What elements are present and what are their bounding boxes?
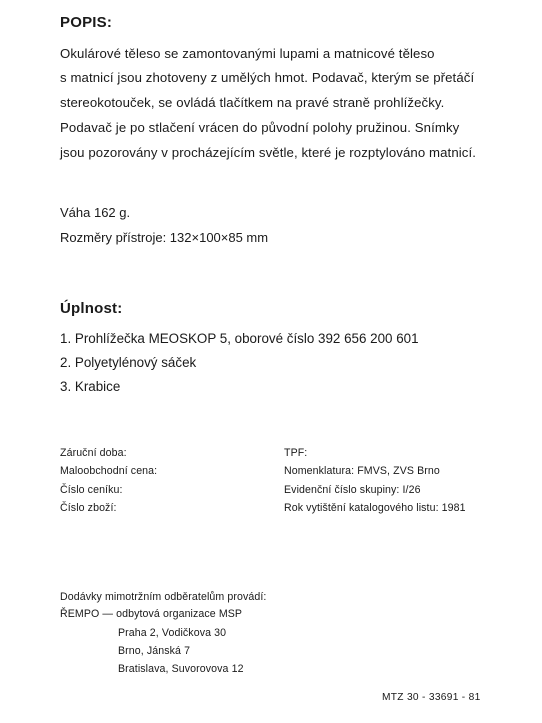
contents-heading: Úplnost: <box>60 300 123 317</box>
supplier-address: Praha 2, Vodičkova 30 <box>118 627 227 639</box>
paragraph-line: Podavač je po stlačení vrácen do původní polohy pružinou. Snímky <box>60 120 460 135</box>
catalog-code: MTZ 30 - 33691 - 81 <box>382 692 481 703</box>
warranty-label: Záruční doba: <box>60 447 127 459</box>
list-item: 1. Prohlížečka MEOSKOP 5, oborové číslo 392 656 200 601 <box>60 331 419 346</box>
dimensions-spec: Rozměry přístroje: 132×100×85 mm <box>60 230 269 245</box>
list-item: 3. Krabice <box>60 379 121 394</box>
supplier-address: Bratislava, Suvorovova 12 <box>118 663 244 675</box>
paragraph-line: Okulárové těleso se zamontovanými lupami a matnicové těleso <box>60 46 435 61</box>
item-number-label: Číslo zboží: <box>60 502 117 514</box>
supplier-company: ŘEMPO — odbytová organizace MSP <box>60 608 243 620</box>
paragraph-line: s matnicí jsou zhotoveny z umělých hmot. Podavač, kterým se přetáčí <box>60 70 475 85</box>
weight-spec: Váha 162 g. <box>60 205 131 220</box>
description-heading: POPIS: <box>60 14 113 31</box>
price-list-label: Číslo ceníku: <box>60 484 123 496</box>
paragraph-line: stereokotouček, se ovládá tlačítkem na pravé straně prohlížečky. <box>60 95 445 110</box>
group-number-text: Evidenční číslo skupiny: I/26 <box>284 484 421 496</box>
paragraph-line: jsou pozorovány v procházejícím světle, které je rozptylováno matnicí. <box>60 145 476 160</box>
list-item: 2. Polyetylénový sáček <box>60 355 197 370</box>
nomenclature-text: Nomenklatura: FMVS, ZVS Brno <box>284 465 440 477</box>
tpf-label: TPF: <box>284 447 308 459</box>
supplier-intro: Dodávky mimotržním odběratelům provádí: <box>60 591 267 603</box>
retail-price-label: Maloobchodní cena: <box>60 465 158 477</box>
supplier-address: Brno, Jánská 7 <box>118 645 191 657</box>
print-year-text: Rok vytištění katalogového listu: 1981 <box>284 502 466 514</box>
